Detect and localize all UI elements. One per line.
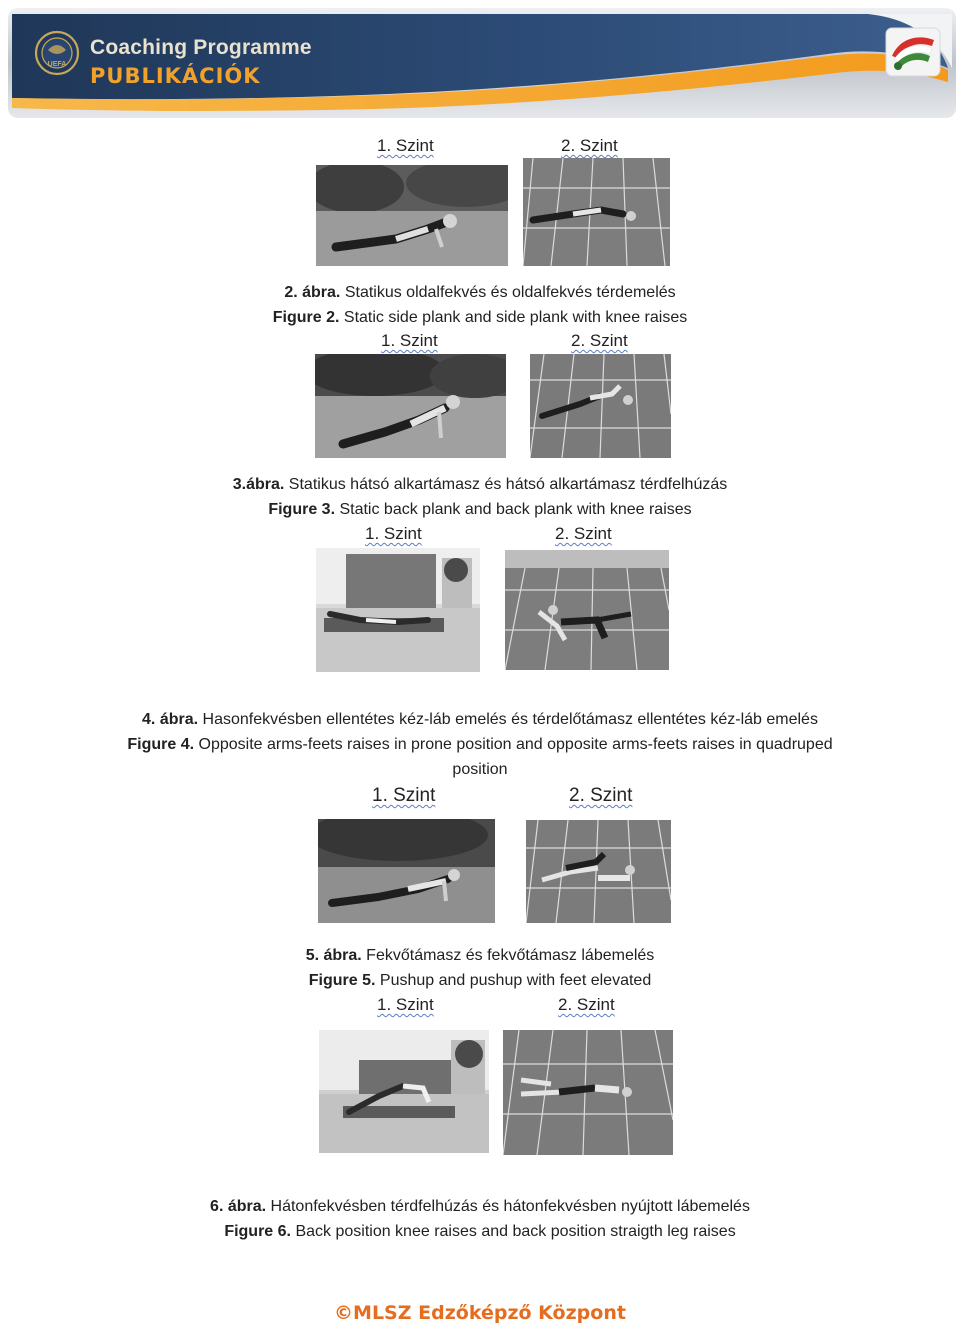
photo-side-plank-track [523,158,670,266]
figure-5-caption-en: Figure 5. Pushup and pushup with feet elevated [308,972,652,989]
level-2-label: 2. Szint [558,995,615,1014]
svg-text:UEFA: UEFA [47,61,67,68]
figure-3-caption-hu: 3.ábra. Statikus hátsó alkartámasz és hátsó alkartámasz térdfelhúzás [232,476,728,493]
level-2-label: 2. Szint [561,136,618,155]
level-1-label: 1. Szint [372,785,436,806]
figure-4-caption-en: Figure 4. Opposite arms-feets raises in prone position and opposite arms-feets raises in quadruped position [127,736,833,778]
photo-pushup-grass [318,819,495,923]
level-1-label: 1. Szint [381,331,438,350]
photo-pushup-track [526,820,671,923]
brand-title: Coaching Programme [90,36,312,59]
footer-copyright: ©MLSZ Edzőképző Központ [334,1302,626,1324]
figure-4-caption-hu: 4. ábra. Hasonfekvésben ellentétes kéz-láb emelés és térdelőtámasz ellentétes kéz-láb emelés [142,711,818,728]
figure-5-caption-hu: 5. ábra. Fekvőtámasz és fekvőtámasz lábemelés [305,947,655,964]
level-1-label: 1. Szint [377,136,434,155]
photo-back-knee-raise-indoor [319,1030,489,1153]
figure-2-caption-en: Figure 2. Static side plank and side plank with knee raises [272,309,688,326]
photo-back-plank-track [530,354,671,458]
level-2-label: 2. Szint [555,524,612,543]
figure-3-caption-en: Figure 3. Static back plank and back plank with knee raises [268,501,692,518]
level-2-label: 2. Szint [569,785,633,806]
level-1-label: 1. Szint [365,524,422,543]
banner-background [8,8,956,118]
photo-prone-raise-indoor [316,548,480,672]
photo-back-plank-grass [315,354,506,458]
figure-2-caption-hu: 2. ábra. Statikus oldalfekvés és oldalfekvés térdemelés [284,284,676,301]
figure-6-caption-en: Figure 6. Back position knee raises and back position straigth leg raises [224,1223,736,1240]
photo-side-plank-grass [316,165,508,266]
hungarian-federation-logo-icon [884,26,942,78]
level-1-label: 1. Szint [377,995,434,1014]
photo-back-leg-raise-track [503,1030,673,1155]
photo-quadruped-raise-track [505,550,669,670]
level-2-label: 2. Szint [571,331,628,350]
uefa-badge-icon [34,28,80,78]
header-banner [8,8,956,118]
brand-subtitle: PUBLIKÁCIÓK [90,64,261,88]
figure-6-caption-hu: 6. ábra. Hátonfekvésben térdfelhúzás és hátonfekvésben nyújtott lábemelés [210,1198,750,1215]
